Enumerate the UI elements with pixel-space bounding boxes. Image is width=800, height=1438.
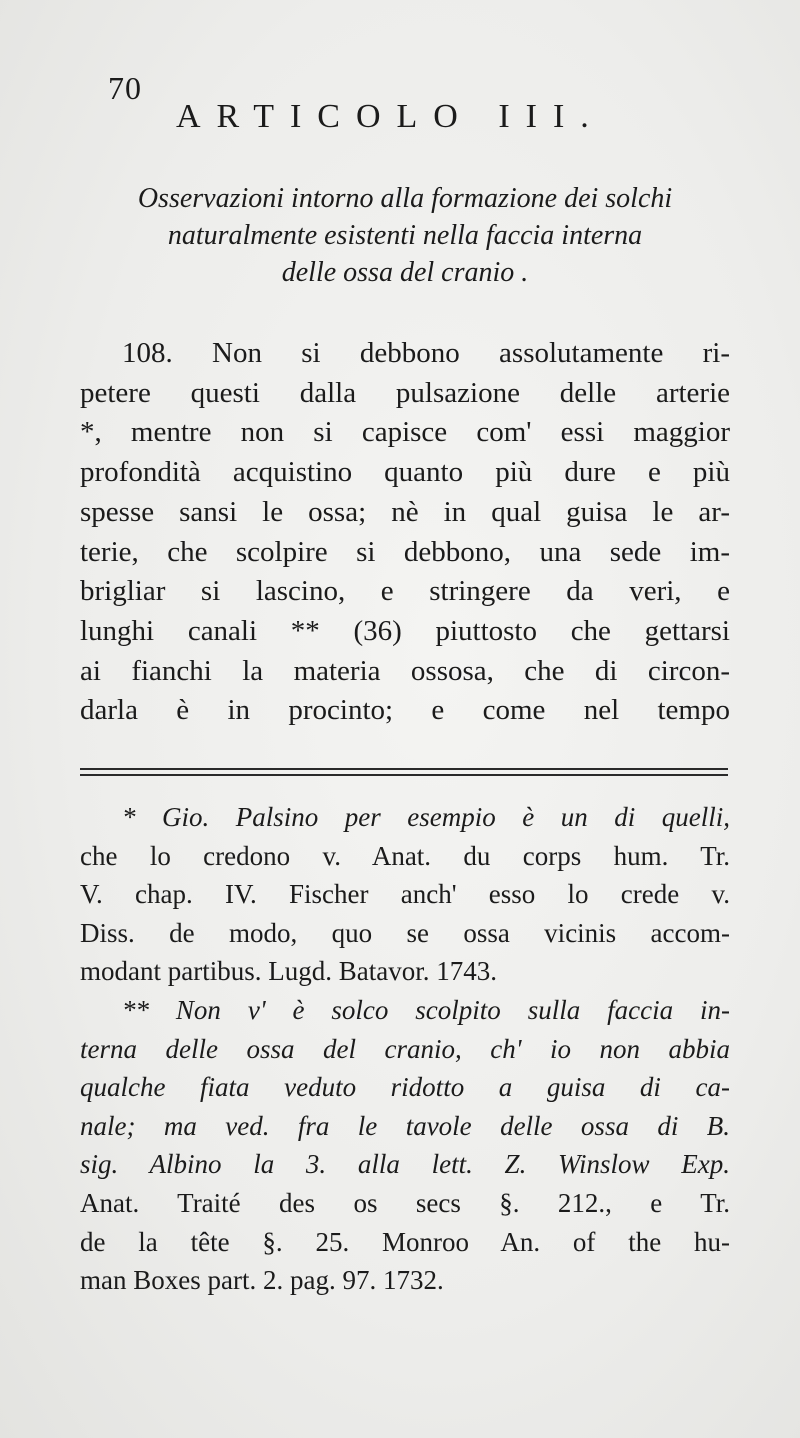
footnote-line: nale; ma ved. fra le tavole delle ossa di B. xyxy=(80,1110,730,1141)
footnote-line: Diss. de modo, quo se ossa vicinis accom- xyxy=(80,917,730,948)
body-line: spesse sansi le ossa; nè in qual guisa le ar- xyxy=(80,495,730,528)
body-line: brigliar si lascino, e stringere da veri, e xyxy=(80,575,730,608)
article-heading: ARTICOLO III. xyxy=(176,98,605,135)
footnote-divider-top xyxy=(80,768,728,770)
footnote-line: terna delle ossa del cranio, ch' io non abbia xyxy=(80,1033,730,1064)
footnote-line: de la tête §. 25. Monroo An. of the hu- xyxy=(80,1226,730,1257)
paragraph-108 xyxy=(80,334,730,731)
subtitle-line: delle ossa del cranio . xyxy=(281,257,529,288)
footnote-divider-bottom xyxy=(80,774,728,776)
body-line: terie, che scolpire si debbono, una sede im- xyxy=(80,535,730,568)
body-line: profondità acquistino quanto più dure e più xyxy=(80,456,730,489)
footnote-line: qualche fiata veduto ridotto a guisa di ca- xyxy=(80,1072,730,1103)
body-line: lunghi canali ** (36) piuttosto che gettarsi xyxy=(80,614,730,647)
footnote-line: ** Non v' è solco scolpito sulla faccia in- xyxy=(122,994,730,1025)
footnote-line: man Boxes part. 2. pag. 97. 1732. xyxy=(80,1265,444,1296)
body-line: ai fianchi la materia ossosa, che di circon- xyxy=(80,654,730,687)
body-line: darla è in procinto; e come nel tempo xyxy=(80,694,730,727)
body-line: 108. Non si debbono assolutamente ri- xyxy=(122,337,730,369)
body-line: petere questi dalla pulsazione delle arterie xyxy=(80,376,730,409)
footnote-line: * Gio. Palsino per esempio è un di quelli, xyxy=(122,802,730,832)
subtitle-line: Osservazioni intorno alla formazione dei solchi xyxy=(137,183,673,214)
footnotes xyxy=(80,798,730,1300)
section-subtitle xyxy=(60,180,750,291)
footnote-line: sig. Albino la 3. alla lett. Z. Winslow Exp. xyxy=(80,1149,730,1180)
footnote-line: V. chap. IV. Fischer anch' esso lo crede v. xyxy=(80,879,730,910)
footnote-line: modant partibus. Lugd. Batavor. 1743. xyxy=(80,956,497,987)
body-line: *, mentre non si capisce com' essi maggior xyxy=(80,416,730,449)
page-number: 70 xyxy=(108,70,142,106)
footnote-line: Anat. Traité des os secs §. 212., e Tr. xyxy=(80,1187,730,1218)
footnote-line: che lo credono v. Anat. du corps hum. Tr. xyxy=(80,840,730,871)
subtitle-line: naturalmente esistenti nella faccia interna xyxy=(167,220,643,251)
